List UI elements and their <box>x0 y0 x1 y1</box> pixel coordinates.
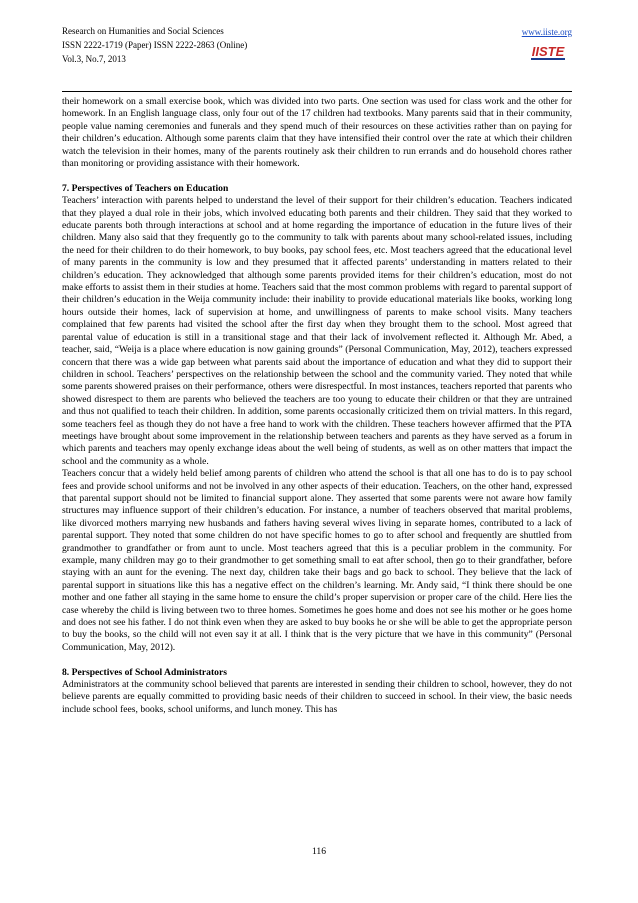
page-number: 116 <box>311 846 327 857</box>
journal-header <box>62 22 572 94</box>
journal-url-link[interactable]: www.iiste.org <box>521 27 572 37</box>
journal-name: Research on Humanities and Social Sciences <box>62 26 224 36</box>
paragraph-teachers-beliefs: Teachers concur that a widely held belief among parents of children who attend the school is that all one has to do is to pay school fees and provide school uniforms and not be involved in any other aspects of their education. Teachers, on the other hand, expressed that parental support should not be limited to financial support alone. They asserted that some parents were not aware how family structures may influence support of their children’s education. For instance, a number of teachers observed that marital problems, like divorced mothers marrying new husbands and fathers having several wives living in separate homes, contributed to a lack of parental support. They noted that some children do not have specific homes to go to after school and frequently are shuttled from grandmother to grandfather or from aunt to uncle. Most teachers agreed that this is a peculiar problem in the community. For example, many children may go to their grandmother to get something small to eat after school, then go to their grandfather, before staying with an aunt for the evening. The next day, children take their bags and go back to school. They believe that the lack of parental support in situations like this has a negative effect on the children’s learning. Mr. Andy said, “I think there should be one mother and one father all staying in the same home to ensure the child’s proper supervision or proper care of the child. Here lies the case whereby the child is living between two to three homes. Sometimes he goes home and does not see his mother or he goes home and does not see his father. I do not think even when they are asked to buy books he or she will be able to get the appropriate person to buy the books, so the child will not even say it at all. I think that is the very picture that we have in this community” (Personal Communication, May, 2012). <box>62 468 572 653</box>
header-rule <box>62 91 572 92</box>
iiste-logo <box>528 40 568 62</box>
section-heading-administrators: 8. Perspectives of School Administrators <box>62 666 227 678</box>
paragraph-teachers-interaction: Teachers’ interaction with parents helped to understand the level of their support for their children’s education. Teachers indicated that they played a dual role in their jobs, which involved educating both parents and their children. They said that they worked to educate parents both through interactions at school and at home regarding the importance of education in the future lives of their children. Many also said that they frequently go to the community to talk with parents about many school-related issues, including the need for their children to do their homework, to buy books, pay school fees, etc. Most teachers agreed that the educational level of many parents in the community is low and they presumed that it affected parents’ understanding in matters related to their children’s education. They acknowledged that although some parents provided items for their children’s education, most do not make efforts to assist them in their studies at home. Teachers said that the most common problems with regard to parental support of their children’s education in the Weija community include: their inability to provide educational materials like books, working long hours outside their homes, lack of supervision at home, and unwillingness of parents to make school visits. Many teachers complained that few parents had visited the school after the first day when they brought them to the school. Most agreed that parental value of education is still in a transitional stage and that their lack of involvement reflected it. Although Mr. Abed, a teacher, said, “Weija is a place where education is now gaining grounds” (Personal Communication, May, 2012), teachers expressed concern that there was a wide gap between what parents said about the importance of education and what they did to support their children in school. Teachers’ perspectives on the relationship between the school and the community varied. They noted that while some parents showered praises on their performance, others were disrespectful. In most instances, teachers reported that parents who showed disrespect to them are parents who believed the teachers are too young to educate their children or that they are untrained and thus not qualified to teach their children. In addition, some parents occasionally criticized them on trivial matters. In this regard, some teachers feel as though they do not have a free hand to work with the children. These teachers however affirmed that the PTA meetings have brought about some improvement in the relationship between teachers and parents as they have served as a forum in which parents and teachers may openly exchange ideas about the well being of students, as well as on other matters that impact the school and the community as a whole. <box>62 195 572 467</box>
section-heading-teachers: 7. Perspectives of Teachers on Education <box>62 182 229 194</box>
logo-text: IISTE <box>531 44 565 59</box>
article-body <box>62 96 572 716</box>
issn-line: ISSN 2222-1719 (Paper) ISSN 2222-2863 (Online) <box>62 40 248 50</box>
paragraph-homework: their homework on a small exercise book, which was divided into two parts. One section was used for class work and the other for homework. In an English language class, only four out of the 17 children had textbooks. Many parents said that in their community, people value naming ceremonies and funerals and they spend much of their resources on these activities rather than on paying for their children’s education. Although some parents claim that they have intensified their control over the rate at which their children watch the television in their homes, many of the parents routinely ask their children to run errands and do household chores rather than monitoring or providing assistance with their homework. <box>62 96 572 170</box>
paragraph-administrators: Administrators at the community school believed that parents are interested in sending their children to school, however, they do not believe parents are equally committed to providing basic needs of their children to succeed in school. In their view, the basic needs include school fees, books, school uniforms, and lunch money. This has <box>62 679 572 715</box>
volume-line: Vol.3, No.7, 2013 <box>62 54 126 64</box>
